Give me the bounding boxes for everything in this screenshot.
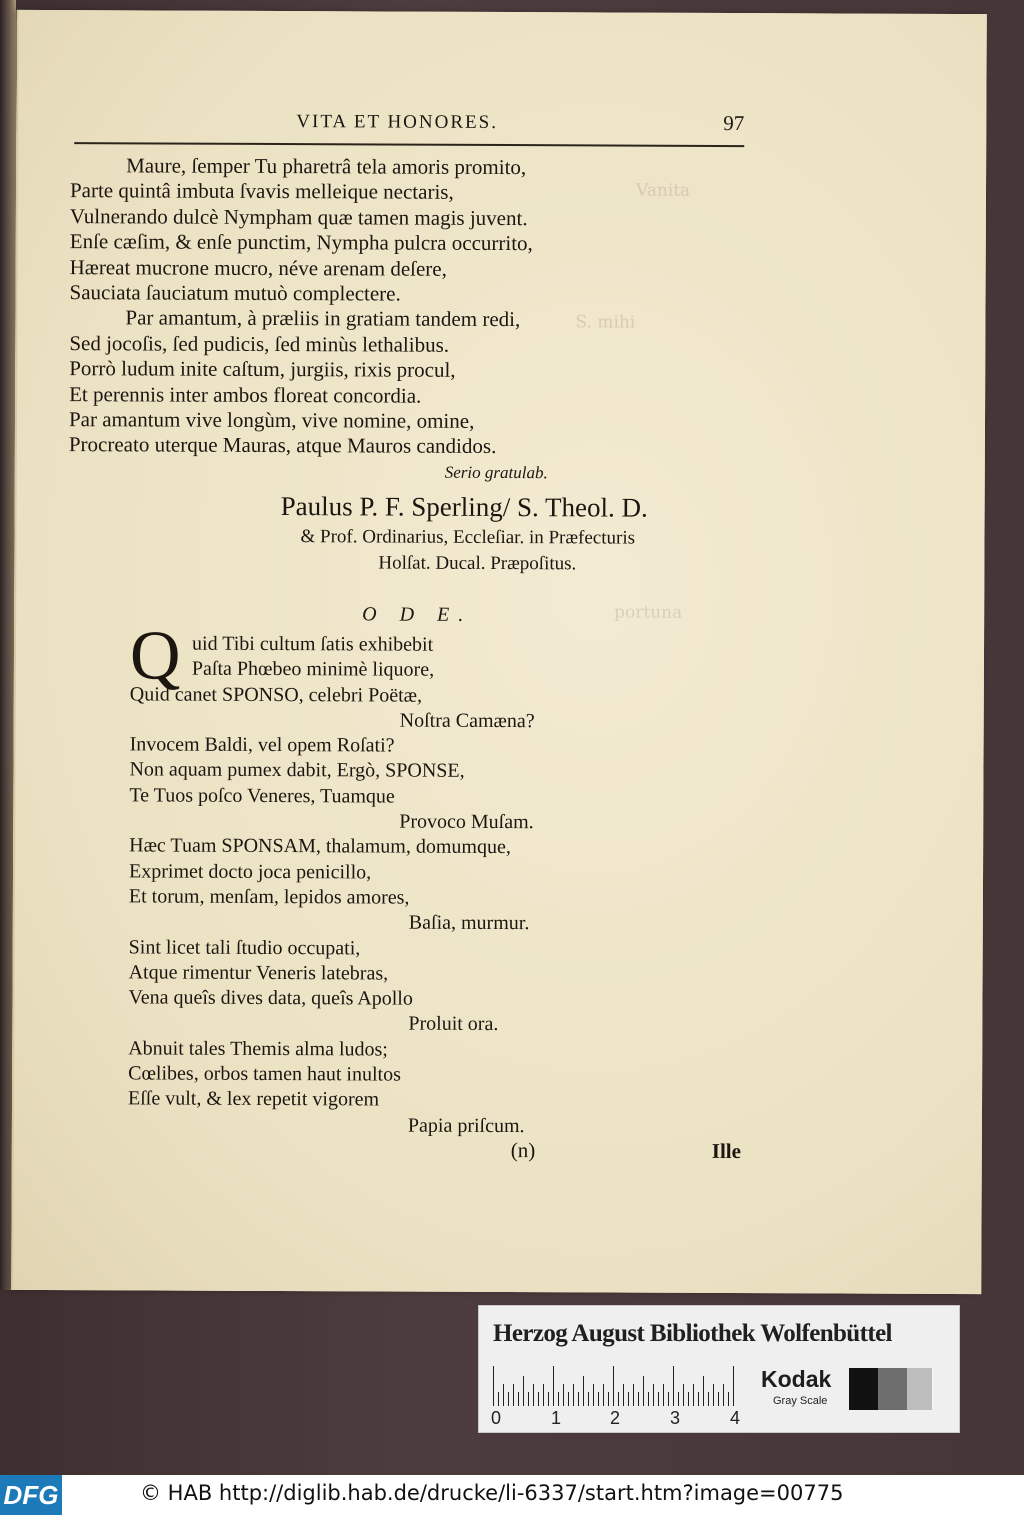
ruler-tick: [688, 1392, 689, 1406]
wedding-poem: [69, 153, 770, 461]
ruler-tick: [668, 1392, 669, 1406]
ruler-number: 2: [610, 1408, 621, 1428]
ode-line: Proluit ora.: [408, 1013, 499, 1036]
ode-line: Abnuit tales Themis alma ludos;: [128, 1037, 388, 1061]
gray-swatch: [878, 1368, 907, 1410]
ode-line: Hæc Tuam SPONSAM, thalamum, domumque,: [129, 834, 511, 859]
ruler-tick: [493, 1366, 494, 1406]
ruler-tick: [618, 1392, 619, 1406]
ruler-tick: [583, 1376, 584, 1406]
show-through: portuna: [614, 602, 683, 623]
ruler-tick: [508, 1392, 509, 1406]
show-through: S. mihi: [575, 312, 636, 333]
copyright-link[interactable]: © HAB http://diglib.hab.de/drucke/li-6337/start.htm?image=00775: [140, 1481, 844, 1505]
ode-line: Te Tuos poſco Veneres, Tuamque: [129, 784, 395, 808]
gray-scale-label: Gray Scale: [773, 1395, 828, 1407]
ode-line: Sint licet tali ſtudio occupati,: [128, 935, 361, 959]
poem-line: Hæreat mucrone mucro, néve arenam deſere,: [69, 254, 447, 281]
running-head: [74, 110, 744, 147]
poem-line: Procreato uterque Mauras, atque Mauros candidos.: [68, 432, 497, 459]
ruler-number: 1: [551, 1408, 562, 1428]
ruler-number: 4: [730, 1408, 741, 1428]
library-name: Herzog August Bibliothek Wolfenbüttel: [493, 1320, 892, 1347]
ode-line: Baſia, murmur.: [408, 911, 530, 935]
ruler-tick: [673, 1366, 674, 1406]
kodak-logo: Kodak: [761, 1366, 832, 1392]
ruler-tick: [633, 1384, 634, 1406]
ruler-tick: [498, 1392, 499, 1406]
ruler-tick: [698, 1392, 699, 1406]
footer-bar: [0, 1475, 1024, 1515]
ruler-tick: [588, 1392, 589, 1406]
author-affiliation: Holſat. Ducal. Præpoſitus.: [378, 552, 577, 575]
ruler-tick: [728, 1392, 729, 1406]
poem-line: Par amantum vive longùm, vive nomine, omine,: [68, 407, 475, 433]
ode-line: Atque rimentur Veneris latebras,: [128, 961, 389, 985]
ruler-tick: [703, 1376, 704, 1406]
ruler-tick: [593, 1384, 594, 1406]
ruler-tick: [683, 1384, 684, 1406]
ruler-tick: [678, 1392, 679, 1406]
ruler-tick: [603, 1384, 604, 1406]
drop-cap: Q: [129, 617, 181, 695]
ode-line: Paſta Phœbeo minimè liquore,: [191, 657, 435, 682]
ruler-tick: [578, 1392, 579, 1406]
signature-mark: (n): [510, 1138, 536, 1163]
ruler-tick: [538, 1392, 539, 1406]
signature-label: Serio gratulab.: [444, 462, 548, 483]
ruler-tick: [718, 1392, 719, 1406]
ruler-tick: [638, 1392, 639, 1406]
poem-line: Et perennis inter ambos floreat concordia.: [69, 381, 422, 408]
dfg-logo: DFG: [0, 1475, 62, 1515]
ode-line: Exprimet docto joca penicillo,: [128, 860, 372, 884]
ruler-tick: [608, 1392, 609, 1406]
poem-line: Enſe cæſim, & enſe punctim, Nympha pulcra occurrito,: [69, 229, 533, 256]
ruler-tick: [628, 1392, 629, 1406]
ruler-tick: [653, 1384, 654, 1406]
ruler-tick: [563, 1384, 564, 1406]
ruler-tick: [523, 1376, 524, 1406]
ruler-tick: [708, 1392, 709, 1406]
ruler-tick: [573, 1384, 574, 1406]
ode-line: Papia priſcum.: [407, 1114, 525, 1137]
gray-swatch: [849, 1368, 878, 1410]
ode-line: Et torum, menſam, lepidos amores,: [128, 885, 410, 909]
ode-line: Cœlibes, orbos tamen haut inultos: [128, 1062, 401, 1086]
page-number: 97: [723, 110, 745, 136]
poem-line: Parte quintâ imbuta ſvavis melleique nectaris,: [69, 178, 454, 205]
ruler-tick: [693, 1384, 694, 1406]
ode-line: Noſtra Camæna?: [399, 709, 535, 733]
ruler-number: 0: [491, 1408, 502, 1428]
ruler-tick: [568, 1392, 569, 1406]
ruler-tick: [513, 1384, 514, 1406]
ode-line: Eſſe vult, & lex repetit vigorem: [127, 1087, 380, 1111]
poem-line: Par amantum, à præliis in gratiam tandem redi,: [125, 305, 521, 332]
ruler-tick: [658, 1392, 659, 1406]
ode-line: Invocem Baldi, vel opem Roſati?: [129, 733, 395, 757]
poem-line: Sauciata ſauciatum mutuò complectere.: [69, 280, 401, 306]
ode-line: Vena queîs dives data, queîs Apollo: [128, 986, 413, 1010]
ruler-tick: [648, 1392, 649, 1406]
ode-poem: [128, 631, 770, 1140]
ruler-tick: [533, 1384, 534, 1406]
ruler-tick: [543, 1384, 544, 1406]
ruler-tick: [643, 1376, 644, 1406]
running-head-title: VITA ET HONORES.: [296, 111, 499, 133]
poem-line: Vulnerando dulcè Nympham quæ tamen magis juvent.: [69, 203, 528, 230]
header-rule: [74, 142, 744, 147]
ode-title: O D E.: [362, 603, 473, 626]
gray-swatch: [907, 1368, 932, 1410]
color-calibration-card: [478, 1305, 960, 1433]
ruler-tick: [598, 1392, 599, 1406]
show-through: Vanita: [635, 180, 691, 201]
ode-line: uid Tibi cultum ſatis exhibebit: [191, 632, 434, 656]
catchword: Ille: [711, 1138, 742, 1164]
ruler-tick: [623, 1384, 624, 1406]
ruler-tick: [528, 1392, 529, 1406]
ode-line: Non aquam pumex dabit, Ergò, SPONSE,: [129, 758, 465, 783]
ruler-tick: [548, 1392, 549, 1406]
ode-line: Provoco Muſam.: [399, 810, 534, 834]
poem-line: Porrò ludum inite caſtum, jurgiis, rixis procul,: [69, 356, 456, 383]
gray-swatch: [932, 1368, 933, 1410]
ruler-tick: [663, 1384, 664, 1406]
ruler-tick: [723, 1384, 724, 1406]
author-name: Paulus P. F. Sperling/ S. Theol. D.: [280, 491, 648, 523]
ruler-tick: [613, 1366, 614, 1406]
ruler-tick: [553, 1366, 554, 1406]
ruler-tick: [558, 1392, 559, 1406]
author-affiliation: & Prof. Ordinarius, Eccleſiar. in Præfecturis: [300, 526, 636, 549]
ode-line: Quid canet SPONSO, celebri Poëtæ,: [129, 682, 423, 707]
book-page: [11, 10, 987, 1294]
poem-line: Sed jocoſis, ſed pudicis, ſed minùs lethalibus.: [69, 330, 450, 357]
ruler-tick: [713, 1384, 714, 1406]
ruler-tick: [518, 1392, 519, 1406]
ruler-tick: [733, 1366, 734, 1406]
ruler-scale: [493, 1366, 739, 1406]
poem-line: Maure, ſemper Tu pharetrâ tela amoris promito,: [126, 153, 527, 180]
ruler-number: 3: [670, 1408, 681, 1428]
ruler-tick: [503, 1384, 504, 1406]
